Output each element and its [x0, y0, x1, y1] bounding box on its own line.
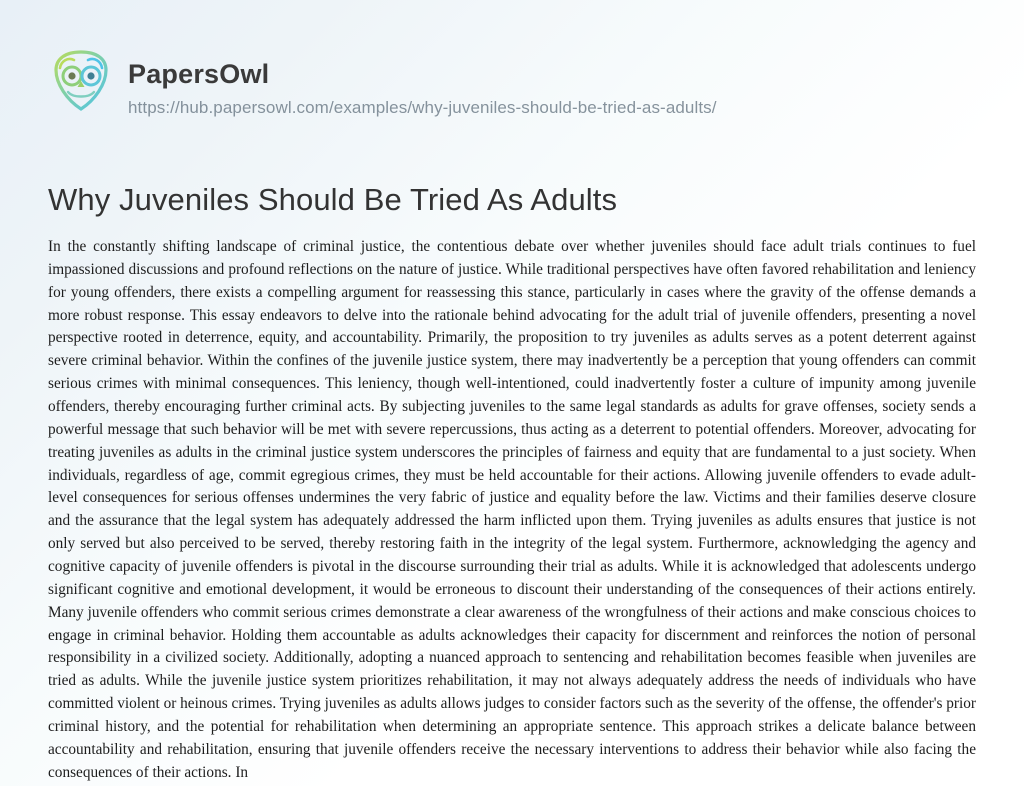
site-header — [48, 44, 976, 140]
brand-name: PapersOwl — [128, 59, 270, 89]
page-title: Why Juveniles Should Be Tried As Adults — [48, 182, 618, 217]
site-url[interactable]: https://hub.papersowl.com/examples/why-juveniles-should-be-tried-as-adults/ — [128, 97, 717, 117]
owl-logo-icon — [48, 48, 114, 114]
brand-block — [128, 44, 717, 118]
article-body: In the constantly shifting landscape of criminal justice, the contentious debate over whether juveniles should face adult trials continues to fuel impassioned discussions and profound reflections on the nature of justice. While traditional perspectives have often favored rehabilitation and leniency for young offenders, there exists a compelling argument for reassessing this stance, particularly in cases where the gravity of the offense demands a more robust response. This essay endeavors to delve into the rationale behind advocating for the adult trial of juvenile offenders, presenting a novel perspective rooted in deterrence, equity, and accountability. Primarily, the proposition to try juveniles as adults serves as a potent deterrent against severe criminal behavior. Within the confines of the juvenile justice system, there may inadvertently be a perception that young offenders can commit serious crimes with minimal consequences. This leniency, though well-intentioned, could inadvertently foster a culture of impunity among juvenile offenders, thereby encouraging further criminal acts. By subjecting juveniles to the same legal standards as adults for grave offenses, society sends a powerful message that such behavior will be met with severe repercussions, thus acting as a deterrent to potential offenders. Moreover, advocating for treating juveniles as adults in the criminal justice system underscores the principles of fairness and equity that are fundamental to a just society. When individuals, regardless of age, commit egregious crimes, they must be held accountable for their actions. Allowing juvenile offenders to evade adult-level consequences for serious offenses undermines the very fabric of justice and equality before the law. Victims and their families deserve closure and the assurance that the legal system has adequately addressed the harm inflicted upon them. Trying juveniles as adults ensures that justice is not only served but also perceived to be served, thereby restoring faith in the integrity of the legal system. Furthermore, acknowledging the agency and cognitive capacity of juvenile offenders is pivotal in the discourse surrounding their trial as adults. While it is acknowledged that adolescents undergo significant cognitive and emotional development, it would be erroneous to discount their understanding of the consequences of their actions entirely. Many juvenile offenders who commit serious crimes demonstrate a clear awareness of the wrongfulness of their actions and make conscious choices to engage in criminal behavior. Holding them accountable as adults acknowledges their capacity for discernment and reinforces the notion of personal responsibility in a civilized society. Additionally, adopting a nuanced approach to sentencing and rehabilitation becomes feasible when juveniles are tried as adults. While the juvenile justice system prioritizes rehabilitation, it may not always adequately address the needs of individuals who have committed violent or heinous crimes. Trying juveniles as adults allows judges to consider factors such as the severity of the offense, the offender's prior criminal history, and the potential for rehabilitation when determining an appropriate sentence. This approach strikes a delicate balance between accountability and rehabilitation, ensuring that juvenile offenders receive the necessary interventions to address their behavior while also facing the consequences of their actions. In — [48, 238, 976, 781]
